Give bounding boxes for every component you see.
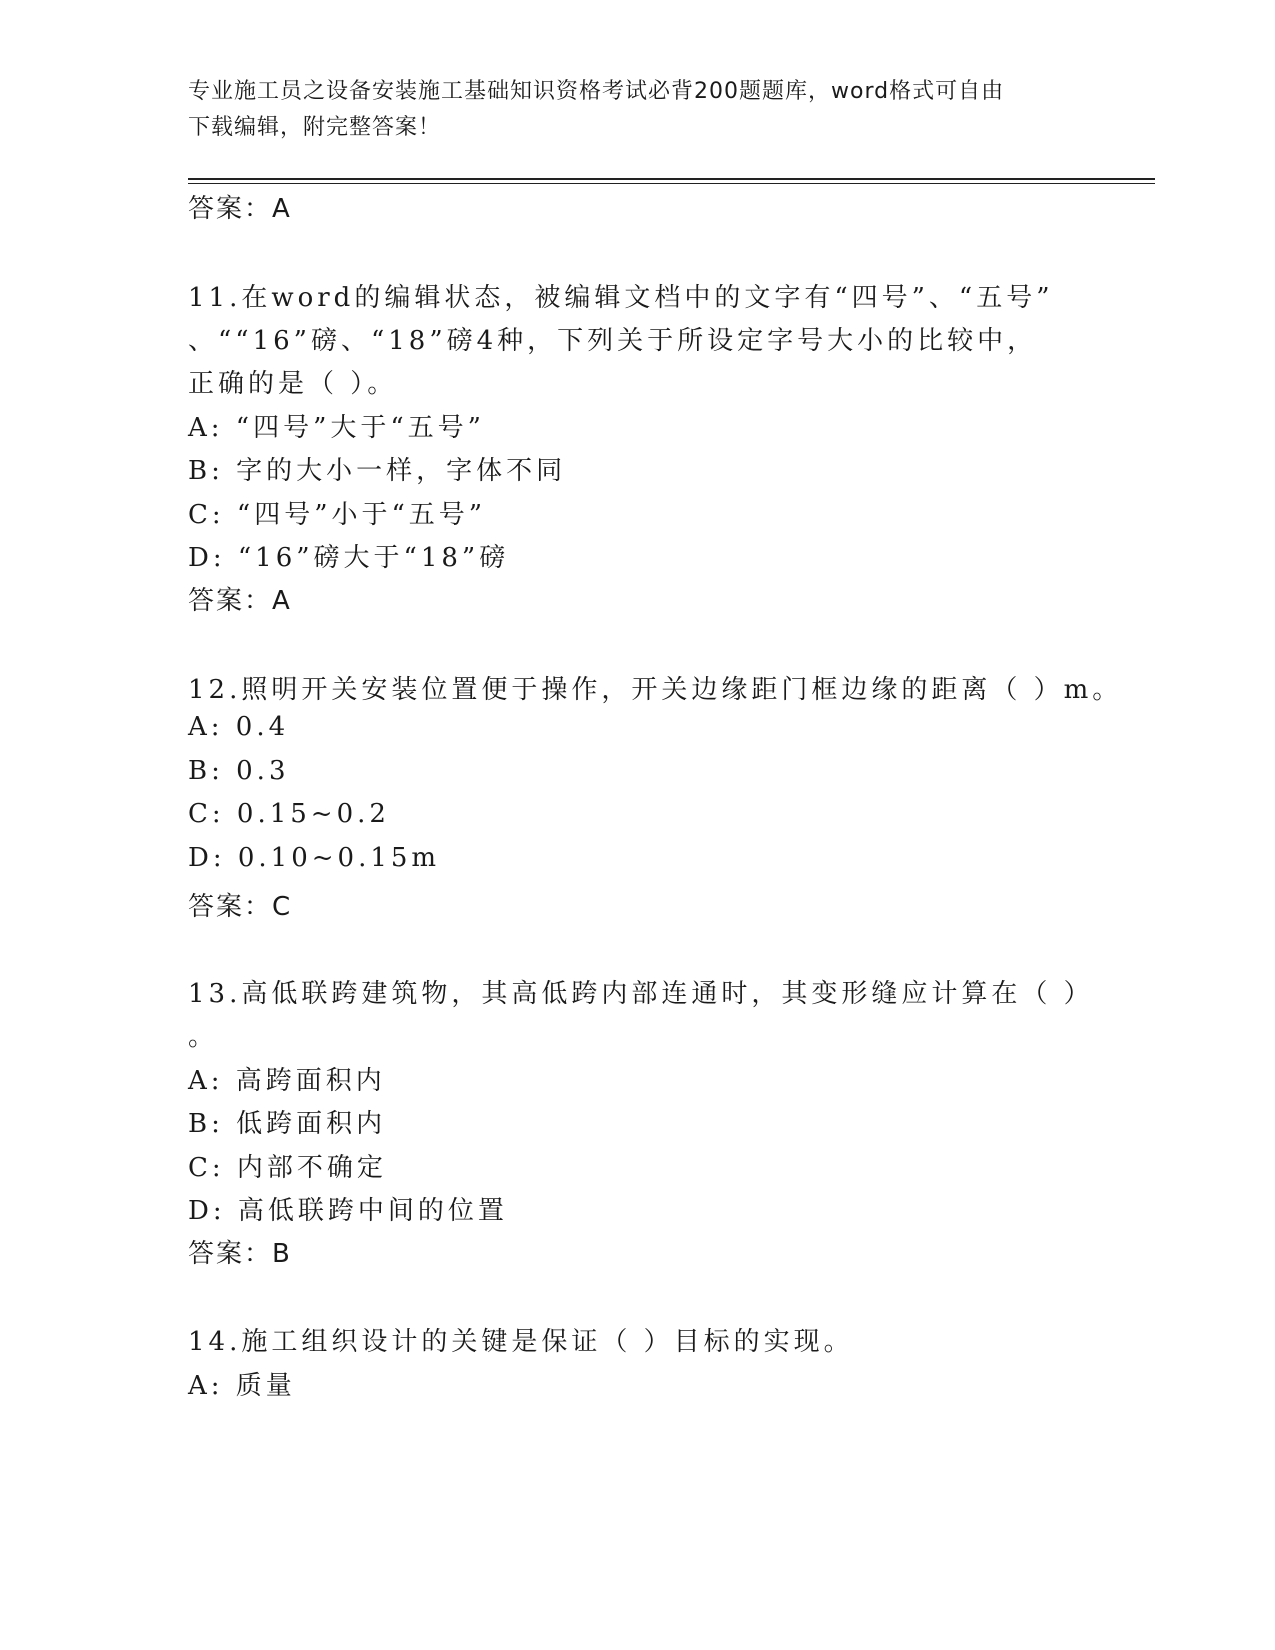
q12-option-d: D: 0.10~0.15m xyxy=(188,843,441,873)
header-line-1: 专业施工员之设备安装施工基础知识资格考试必背200题题库，word格式可自由 xyxy=(188,79,1005,104)
q12-stem-line-1: 12.照明开关安装位置便于操作，开关边缘距门框边缘的距离（ ）m。 xyxy=(188,675,1123,705)
q13-option-d: D: 高低联跨中间的位置 xyxy=(188,1196,508,1226)
q12-option-b: B: 0.3 xyxy=(188,756,290,786)
q13-option-b: B: 低跨面积内 xyxy=(188,1109,387,1139)
q11-answer: 答案：A xyxy=(188,586,292,616)
q14-stem-line-1: 14.施工组织设计的关键是保证（ ）目标的实现。 xyxy=(188,1327,854,1357)
q11-stem-line-2: 、““16”磅、“18”磅4种，下列关于所设定字号大小的比较中， xyxy=(188,326,1038,356)
q13-stem-line-2: 。 xyxy=(188,1022,219,1052)
q10-answer: 答案：A xyxy=(188,194,292,224)
header-rule-thick xyxy=(188,178,1155,180)
q11-option-d: D: “16”磅大于“18”磅 xyxy=(188,543,510,573)
q12-option-a: A: 0.4 xyxy=(188,712,290,742)
header-rule-thin xyxy=(188,183,1155,184)
q13-option-a: A: 高跨面积内 xyxy=(188,1066,386,1096)
q13-answer: 答案：B xyxy=(188,1239,292,1269)
q11-stem-line-1: 11.在word的编辑状态，被编辑文档中的文字有“四号”、“五号” xyxy=(188,283,1054,313)
q12-answer: 答案：C xyxy=(188,892,293,922)
document-header xyxy=(188,74,1088,146)
header-line-2: 下载编辑，附完整答案！ xyxy=(188,115,442,140)
q13-stem-line-1: 13.高低联跨建筑物，其高低跨内部连通时，其变形缝应计算在（ ） xyxy=(188,979,1094,1009)
q14-option-a: A: 质量 xyxy=(188,1371,296,1401)
q11-stem-line-3: 正确的是（ ）。 xyxy=(188,369,398,399)
q11-option-c: C: “四号”小于“五号” xyxy=(188,500,487,530)
q11-option-b: B: 字的大小一样，字体不同 xyxy=(188,456,567,486)
q12-option-c: C: 0.15~0.2 xyxy=(188,799,390,829)
q13-option-c: C: 内部不确定 xyxy=(188,1153,387,1183)
q11-option-a: A: “四号”大于“五号” xyxy=(188,413,485,443)
